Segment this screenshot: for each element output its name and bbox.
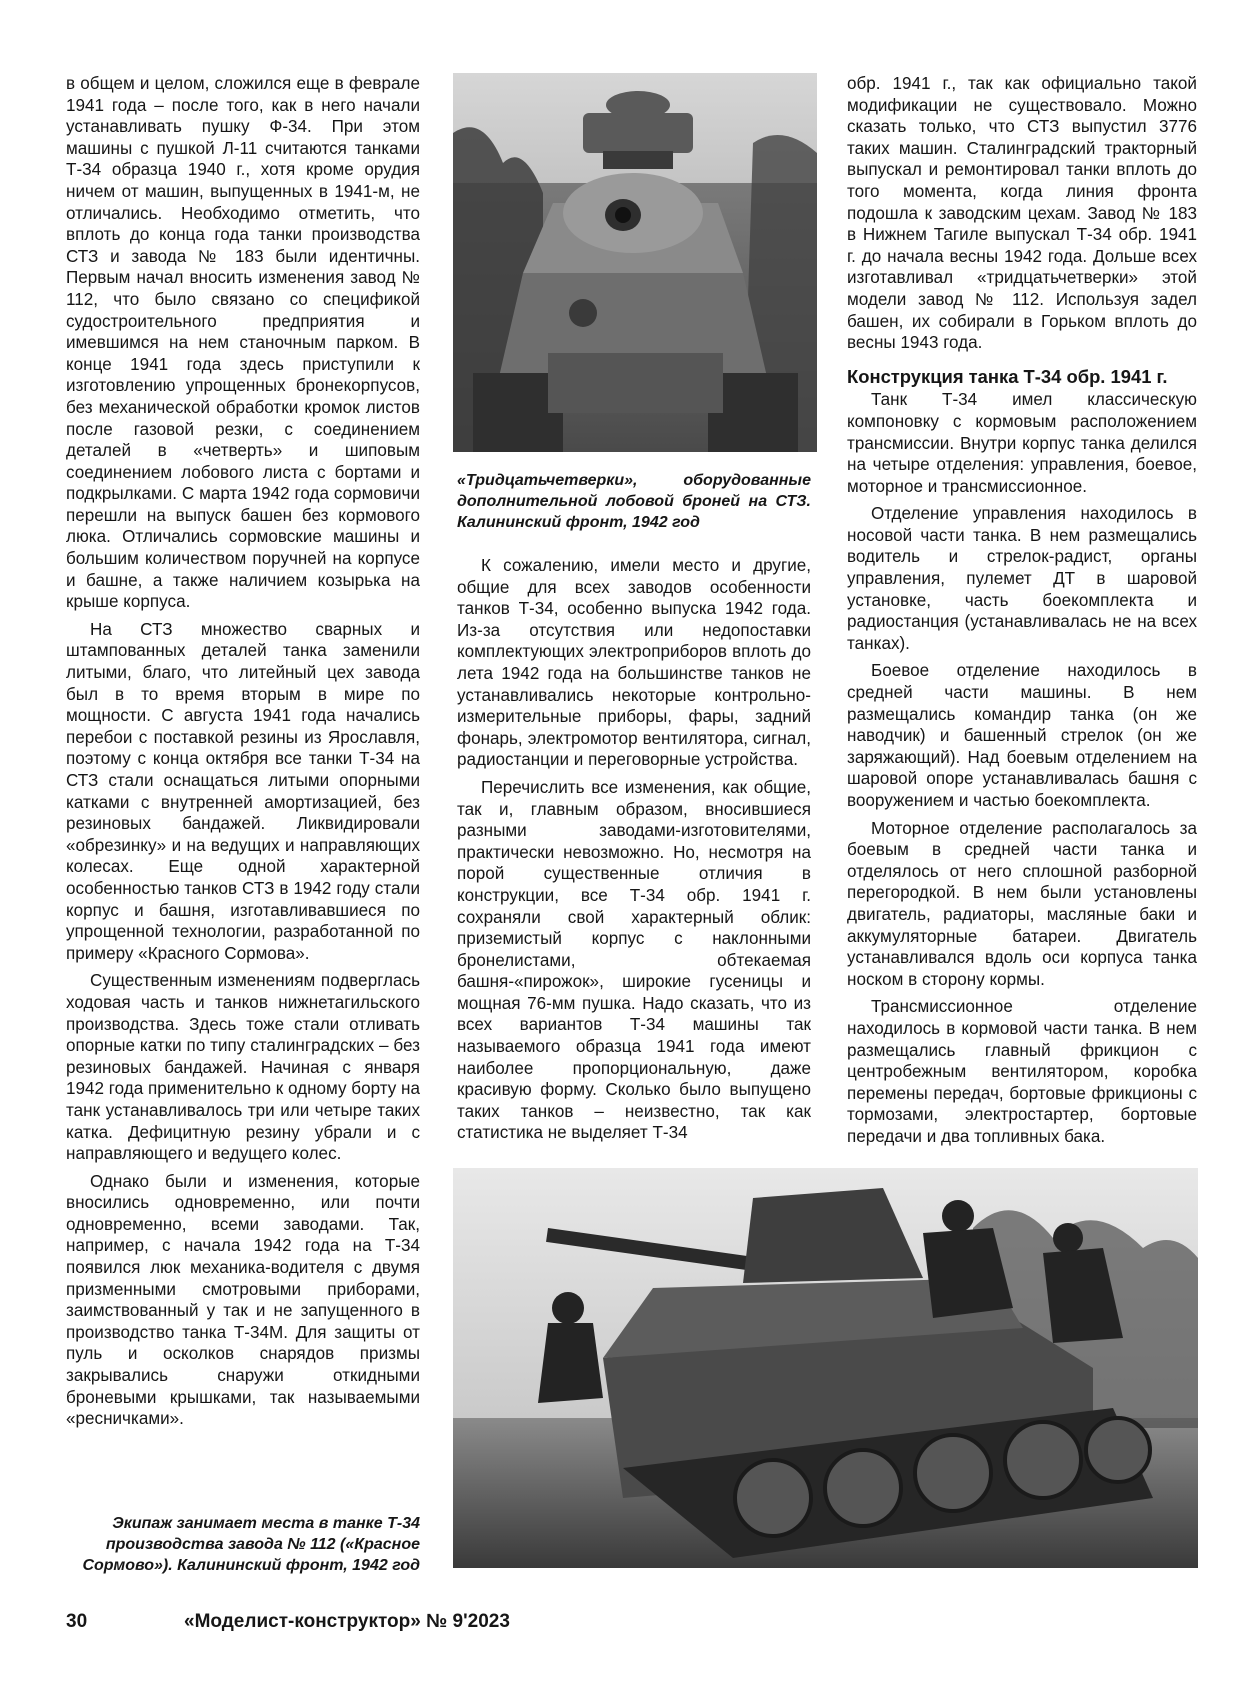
paragraph: Отделение управления находилось в носовой части танка. В нем размещались водитель и стрелок-радист, органы управления, пулемет ДТ в шаровой установке, часть боекомплекта и радиостанция (устанавливалась не на всех танках). <box>847 504 1197 653</box>
paragraph: Моторное отделение располагалось за боевым в средней части танка и отделялось от него сплошной разборной перегородкой. В нем были установлены двигатель, радиаторы, масляные баки и аккумуляторные батареи. Двигатель устанавливался вдоль оси корпуса танка носком в сторону кормы. <box>847 818 1197 989</box>
paragraph: Однако были и изменения, которые вносились одновременно, или почти одновременно, всеми заводами. Так, например, с начала 1942 года на Т-34 появился люк механика-водителя с двумя призменными смотровыми приборами, заимствованный у так и не запущенного в производство танка Т-34М. Для защиты от пуль и осколков снарядов призмы закрывались снаружи откидными броневыми крышками, так называемыми «ресничками». <box>66 1171 420 1429</box>
page-number: 30 <box>66 1611 88 1632</box>
paragraph: К сожалению, имели место и другие, общие для всех заводов особенности танков Т-34, особенно выпуска 1942 года. Из-за отсутствия или недопоставки комплектующих электроприборов вплоть до лета 1942 года на большинстве танков не устанавливались некоторые контрольно-измерительные приборы, фары, задний фонарь, электромотор вентилятора, сигнал, радиостанции и переговорные устройства. <box>457 556 811 770</box>
photo-tanks-column <box>453 73 817 452</box>
text-column-3 <box>847 73 1197 1148</box>
text-column-1 <box>66 73 420 1430</box>
photo-crew-boarding-tank <box>453 1168 1198 1568</box>
section-heading: Конструкция танка Т-34 обр. 1941 г. <box>847 365 1168 387</box>
paragraph: На СТЗ множество сварных и штампованных деталей танка заменили литыми, благо, что литейный цех завода был в то время вторым в мире по мощности. С августа 1941 года начались перебои с поставкой резины из Ярославля, поэтому с конца октября все танки Т-34 на СТЗ стали оснащаться литыми опорными катками с внутренней амортизацией, без резиновых бандажей. Ликвидировали «обрезинку» и на ведущих и направляющих колесах. Еще одной характерной особенностью танков СТЗ в 1942 году стали корпус и башня, изготавливавшиеся по упрощенной технологии, разработанной по примеру «Красного Сормова». <box>66 619 420 963</box>
paragraph: обр. 1941 г., так как официально такой модификации не существовало. Можно сказать только, что СТЗ выпустил 3776 таких машин. Сталинградский тракторный выпускал и ремонтировал танки вплоть до того момента, когда линия фронта подошла к заводским цехам. Завод № 183 в Нижнем Тагиле выпускал Т-34 обр. 1941 г. до начала весны 1942 года. Дольше всех изготавливал «тридцатьчетверки» этой модели завод № 112. Используя задел башен, их собирали в Горьком вплоть до весны 1943 года. <box>847 74 1197 353</box>
paragraph: Трансмиссионное отделение находилось в кормовой части танка. В нем размещались главный фрикцион с центробежным вентилятором, коробка перемены передач, бортовые фрикционы с тормозами, электростартер, бортовые передачи и два топливных бака. <box>847 997 1197 1146</box>
paragraph: в общем и целом, сложился еще в феврале 1941 года – после того, как в него начали устанавливать пушку Ф-34. При этом машины с пушкой Л-11 считаются танками Т-34 образца 1940 г., хотя кроме орудия ничем от машин, выпущенных в 1941-м, не отличались. Необходимо отметить, что вплоть до конца года танки производства СТЗ и завода № 183 были идентичны. Первым начал вносить изменения завод № 112, что было связано со спецификой судостроительного предприятия и имевшимся на нем станочным парком. В конце 1941 года здесь приступили к изготовлению упрощенных бронекорпусов, без механической обработки кромок листов после газовой резки, с соединением деталей в «четверть» и шиповым соединением лобового листа с бортами и подкрылками. С марта 1942 года сормовичи перешли на выпуск башен без кормового люка. Отличались сормовские машины и большим количеством поручней на корпусе и башне, а также наличием козырька на крыше корпуса. <box>66 74 420 612</box>
photo-caption-top: «Тридцатьчетверки», оборудованные дополнительной лобовой броней на СТЗ. Калининский фронт, 1942 год <box>457 472 811 531</box>
paragraph: Существенным изменениям подверглась ходовая часть и танков нижнетагильского производства. Здесь тоже стали отливать опорные катки по типу сталинградских – без резиновых бандажей. Начиная с января 1942 года применительно к одному борту на танк устанавливалось три или четыре таких катка. Дефицитную резину убрали и с направляющего и ведущего колес. <box>66 971 420 1164</box>
text-column-2 <box>457 555 811 1144</box>
paragraph: Перечислить все изменения, как общие, так и, главным образом, вносившиеся разными заводами-изготовителями, практически невозможно. Но, несмотря на порой существенные отличия в конструкции, все Т-34 обр. 1941 г. сохраняли свой характерный облик: приземистый корпус с наклонными бронелистами, обтекаемая башня-«пирожок», широкие гусеницы и мощная 76-мм пушка. Надо сказать, что из всех вариантов Т-34 машины так называемого образца 1941 года имеют наиболее пропорциональную, даже красивую форму. Сколько было выпущено таких танков – неизвестно, так как статистика не выделяет Т-34 <box>457 777 811 1143</box>
paragraph: Боевое отделение находилось в средней части машины. В нем размещались командир танка (он же наводчик) и башенный стрелок (он же заряжающий). Над боевым отделением на шаровой опоре устанавливалась башня с вооружением и частью боекомплекта. <box>847 661 1197 810</box>
magazine-title: «Моделист-конструктор» № 9'2023 <box>184 1611 510 1632</box>
photo-caption-bottom: Экипаж занимает места в танке Т-34 производства завода № 112 («Красное Сормово»). Калининский фронт, 1942 год <box>82 1515 420 1574</box>
paragraph: Танк Т-34 имел классическую компоновку с кормовым расположением трансмиссии. Внутри корпус танка делился на четыре отделения: управления, боевое, моторное и трансмиссионное. <box>847 390 1197 496</box>
